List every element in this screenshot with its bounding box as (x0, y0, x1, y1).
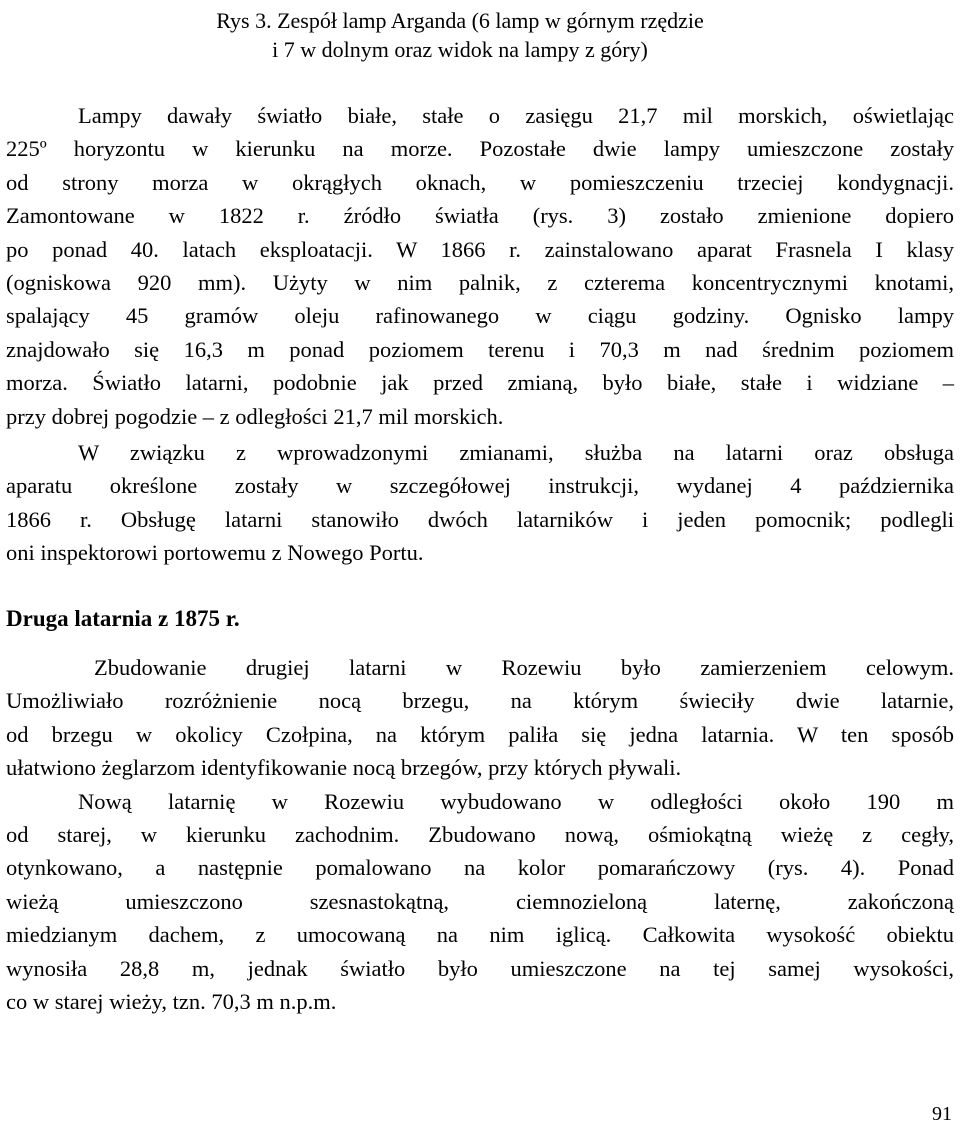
text-line: otynkowano, a następnie pomalowano na kolor pomarańczowy (rys. 4). Ponad (6, 855, 954, 881)
text-line: od starej, w kierunku zachodnim. Zbudowano nową, ośmiokątną wieżę z cegły, (6, 822, 954, 848)
text-line: 225º horyzontu w kierunku na morze. Pozostałe dwie lampy umieszczone zostały (6, 136, 954, 162)
paragraph-service-instructions (6, 436, 954, 570)
text-line: po ponad 40. latach eksploatacji. W 1866 r. zainstalowano aparat Frasnela I klasy (6, 236, 954, 262)
text-line: morza. Światło latarni, podobnie jak przed zmianą, było białe, stałe i widziane – (6, 370, 954, 396)
text-line: znajdowało się 16,3 m ponad poziomem terenu i 70,3 m nad średnim poziomem (6, 336, 954, 362)
text-line: Lampy dawały światło białe, stałe o zasięgu 21,7 mil morskich, oświetlając (78, 103, 954, 128)
text-line: przy dobrej pogodzie – z odległości 21,7 mil morskich. (6, 403, 504, 429)
page-number: 91 (932, 1103, 952, 1125)
text-line: Zamontowane w 1822 r. źródło światła (rys. 3) zostało zmienione dopiero (6, 203, 954, 229)
caption-line: Rys 3. Zespół lamp Arganda (6 lamp w górnym rzędzie (216, 8, 704, 33)
text-line: Umożliwiało rozróżnienie nocą brzegu, na którym świeciły dwie latarnie, (6, 688, 954, 714)
text-line: wieżą umieszczono szesnastokątną, ciemnozieloną laternę, zakończoną (6, 888, 954, 914)
text-line: W związku z wprowadzonymi zmianami, służba na latarni oraz obsługa (78, 440, 954, 465)
text-line: od brzegu w okolicy Czołpina, na którym paliła się jedna latarnia. W ten sposób (6, 721, 954, 747)
text-line: (ogniskowa 920 mm). Użyty w nim palnik, z czterema koncentrycznymi knotami, (6, 270, 954, 296)
figure-caption (160, 6, 760, 64)
text-line: Zbudowanie drugiej latarni w Rozewiu było zamierzeniem celowym. (94, 655, 954, 680)
text-line: spalający 45 gramów oleju rafinowanego w ciągu godziny. Ognisko lampy (6, 303, 954, 329)
text-line: co w starej wieży, tzn. 70,3 m n.p.m. (6, 989, 337, 1015)
text-line: ułatwiono żeglarzom identyfikowanie nocą brzegów, przy których pływali. (6, 755, 682, 781)
text-line: Nową latarnię w Rozewiu wybudowano w odległości około 190 m (78, 788, 954, 814)
paragraph-lamps-light (6, 99, 954, 433)
caption-line: i 7 w dolnym oraz widok na lampy z góry) (272, 37, 648, 62)
text-line: od strony morza w okrągłych oknach, w pomieszczeniu trzeciej kondygnacji. (6, 169, 954, 195)
text-line: wynosiła 28,8 m, jednak światło było umieszczone na tej samej wysokości, (6, 955, 954, 981)
text-line: 1866 r. Obsługę latarni stanowiło dwóch latarników i jeden pomocnik; podlegli (6, 506, 954, 532)
text-line: aparatu określone zostały w szczegółowej instrukcji, wydanej 4 października (6, 473, 954, 499)
section-heading: Druga latarnia z 1875 r. (6, 606, 240, 631)
section-body (6, 651, 954, 1018)
text-line: oni inspektorowi portowemu z Nowego Portu. (6, 540, 424, 566)
text-line: miedzianym dachem, z umocowaną na nim iglicą. Całkowita wysokość obiektu (6, 922, 954, 948)
